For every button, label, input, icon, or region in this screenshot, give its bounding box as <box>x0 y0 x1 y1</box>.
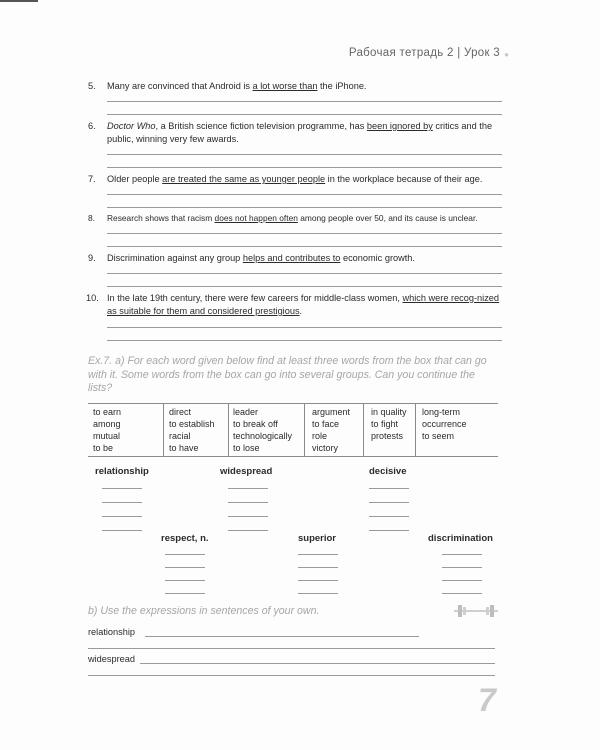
part-b-instruction: b) Use the expressions in sentences of your own. <box>88 605 320 617</box>
item-number: 10. <box>86 293 99 303</box>
sentence-line[interactable] <box>88 648 495 649</box>
exercise-item <box>88 212 506 225</box>
page-number: 7 <box>478 682 496 718</box>
blank-line[interactable] <box>369 516 409 517</box>
item-text: Many are convinced that Android is a lot worse than the iPhone. <box>107 81 367 91</box>
page-header: Рабочая тетрадь 2 | Урок 3 <box>348 47 500 59</box>
group-label-decisive: decisive <box>369 466 407 477</box>
blank-line[interactable] <box>298 593 338 594</box>
item-text: Doctor Who, a British science fiction television programme, has been ignored by critics and the public, winning very few awards. <box>107 121 493 144</box>
box-divider <box>415 404 416 456</box>
exercise-item <box>86 292 506 318</box>
item-number: 6. <box>88 121 96 131</box>
answer-line[interactable] <box>107 101 502 102</box>
box-divider <box>363 404 364 456</box>
sentence-line[interactable] <box>140 663 495 664</box>
word-box <box>88 403 498 457</box>
exercise-item <box>88 120 506 146</box>
item-text: Older people are treated the same as younger people in the workplace because of their age. <box>107 174 483 184</box>
group-label-respect: respect, n. <box>161 533 209 544</box>
sentence-line[interactable] <box>88 675 495 676</box>
answer-line[interactable] <box>107 327 502 328</box>
exercise-item <box>88 80 506 93</box>
box-column: direct to establish racial to have <box>169 407 215 453</box>
group-label-relationship: relationship <box>95 466 149 477</box>
exercise-item <box>88 252 506 265</box>
blank-line[interactable] <box>228 516 268 517</box>
blank-line[interactable] <box>442 567 482 568</box>
header-dot: ● <box>504 50 509 59</box>
blank-line[interactable] <box>369 530 409 531</box>
blank-line[interactable] <box>298 567 338 568</box>
blank-line[interactable] <box>102 516 142 517</box>
answer-line[interactable] <box>107 286 502 287</box>
item-text: Research shows that racism does not happen often among people over 50, and its cause is unclear. <box>107 213 478 223</box>
blank-line[interactable] <box>165 580 205 581</box>
sentence-line[interactable] <box>145 636 419 637</box>
answer-line[interactable] <box>107 167 502 168</box>
answer-line[interactable] <box>107 114 502 115</box>
blank-line[interactable] <box>369 488 409 489</box>
blank-line[interactable] <box>228 488 268 489</box>
blank-line[interactable] <box>102 488 142 489</box>
answer-line[interactable] <box>107 246 502 247</box>
box-column: long-term occurrence to seem <box>422 407 467 441</box>
answer-line[interactable] <box>107 273 502 274</box>
box-divider <box>304 404 305 456</box>
answer-line[interactable] <box>107 194 502 195</box>
dumbbell-icon <box>452 600 500 622</box>
exercise-7-instruction: Ex.7. a) For each word given below find at least three words from the box that can go with it. Some words from the box can go into several groups. Can you continue the lists? <box>88 355 487 394</box>
item-number: 9. <box>88 253 96 263</box>
item-text: In the late 19th century, there were few careers for middle-class women, which were recog-nized as suitable for them and considered prestigious. <box>107 293 500 316</box>
box-column: in quality to fight protests <box>371 407 407 441</box>
group-label-discrimination: discrimination <box>428 533 493 544</box>
blank-line[interactable] <box>165 593 205 594</box>
sentence-label-widespread: widespread <box>88 654 135 664</box>
item-number: 8. <box>88 213 95 223</box>
box-divider <box>163 404 164 456</box>
group-label-widespread: widespread <box>220 466 273 477</box>
blank-line[interactable] <box>102 530 142 531</box>
blank-line[interactable] <box>369 502 409 503</box>
blank-line[interactable] <box>298 580 338 581</box>
box-column: leader to break off technologically to lose <box>233 407 293 453</box>
box-column: argument to face role victory <box>312 407 351 453</box>
blank-line[interactable] <box>165 567 205 568</box>
blank-line[interactable] <box>442 593 482 594</box>
blank-line[interactable] <box>228 530 268 531</box>
item-number: 5. <box>88 81 96 91</box>
answer-line[interactable] <box>107 207 502 208</box>
answer-line[interactable] <box>107 154 502 155</box>
answer-line[interactable] <box>107 233 502 234</box>
blank-line[interactable] <box>102 502 142 503</box>
sentence-label-relationship: relationship <box>88 627 135 637</box>
item-text: Discrimination against any group helps and contributes to economic growth. <box>107 253 415 263</box>
box-column: to earn among mutual to be <box>93 407 122 453</box>
group-label-superior: superior <box>298 533 337 544</box>
blank-line[interactable] <box>165 554 205 555</box>
item-number: 7. <box>88 174 96 184</box>
blank-line[interactable] <box>298 554 338 555</box>
blank-line[interactable] <box>442 554 482 555</box>
box-divider <box>228 404 229 456</box>
answer-line[interactable] <box>107 340 502 341</box>
exercise-item <box>88 173 506 186</box>
blank-line[interactable] <box>228 502 268 503</box>
blank-line[interactable] <box>442 580 482 581</box>
top-edge-mark <box>0 0 38 2</box>
